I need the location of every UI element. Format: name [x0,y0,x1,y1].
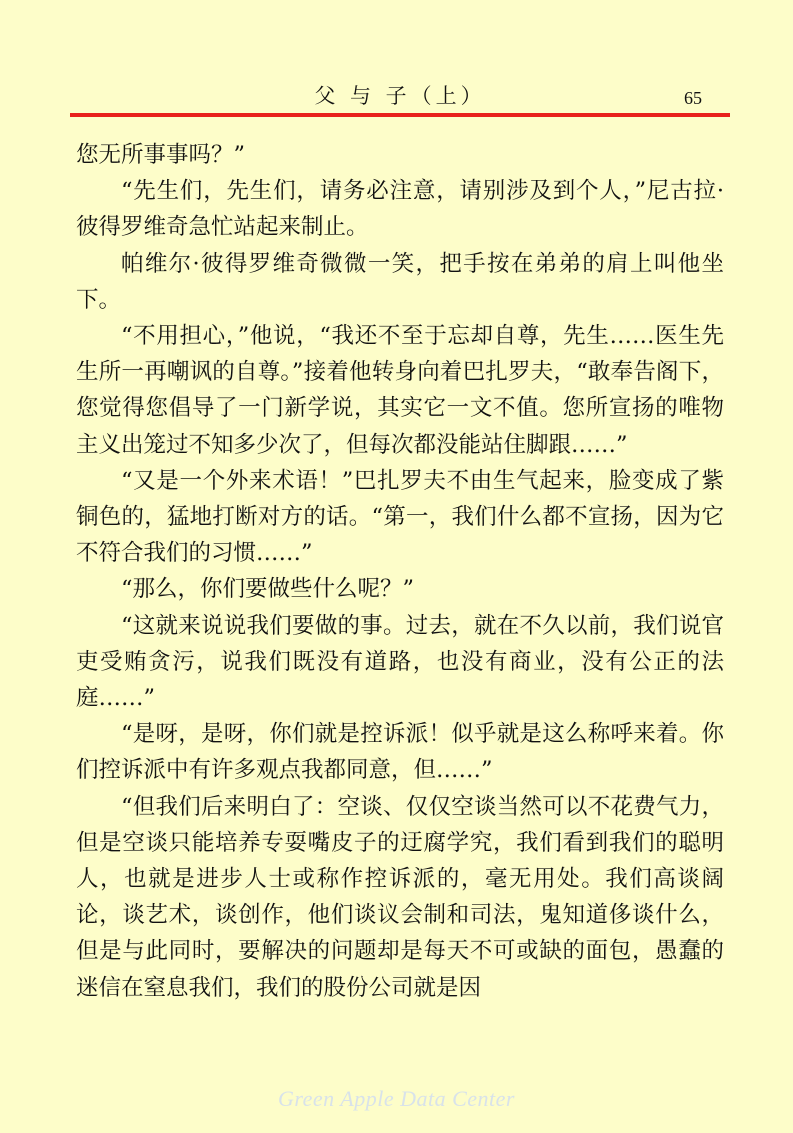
running-title: 父 与 子（上） [314,84,486,108]
paragraph: 您无所事事吗？” [76,142,246,168]
paragraph: “这就来说说我们要做的事。过去，就在不久以前，我们说官吏受贿贪污，说我们既没有道路，也没有商业，没有公正的法庭……” [76,612,724,712]
paragraph: “先生们，先生们，请务必注意，请别涉及到个人，”尼古拉·彼得罗维奇急忙站起来制止。 [76,178,724,241]
paragraph: “那么，你们要做些什么呢？” [121,576,415,603]
paragraph: “但我们后来明白了：空谈、仅仅空谈当然可以不花费气力，但是空谈只能培养专耍嘴皮子的迂腐学究，我们看到我们的聪明人，也就是进步人士或称作控诉派的，毫无用处。我们高谈阔论，谈艺术，谈创作，他们谈议会制和司法，鬼知道侈谈什么，但是与此同时，要解决的问题却是每天不可或缺的面包，愚蠢的迷信在窒息我们，我们的股份公司就是因 [76,793,724,1001]
page-header [70,82,730,112]
paragraph: “不用担心，”他说，“我还不至于忘却自尊，先生……医生先生所一再嘲讽的自尊。”接着他转身向着巴扎罗夫，“敢奉告阁下，您觉得您倡导了一门新学说，其实它一文不值。您所宣扬的唯物主义出笼过不知多少次了，但每次都没能站住脚跟……” [76,323,724,458]
paragraph: “又是一个外来术语！”巴扎罗夫不由生气起来，脸变成了紫铜色的，猛地打断对方的话。“第一，我们什么都不宣扬，因为它不符合我们的习惯……” [76,467,724,567]
watermark: Green Apple Data Center [278,1086,515,1111]
page-number: 65 [684,88,702,108]
paragraph: “是呀，是呀，你们就是控诉派！似乎就是这么称呼来着。你们控诉派中有许多观点我都同意，但……” [76,721,724,784]
paragraph: 帕维尔·彼得罗维奇微微一笑，把手按在弟弟的肩上叫他坐下。 [76,250,724,313]
body-text [76,137,724,1006]
header-rule [70,113,730,117]
